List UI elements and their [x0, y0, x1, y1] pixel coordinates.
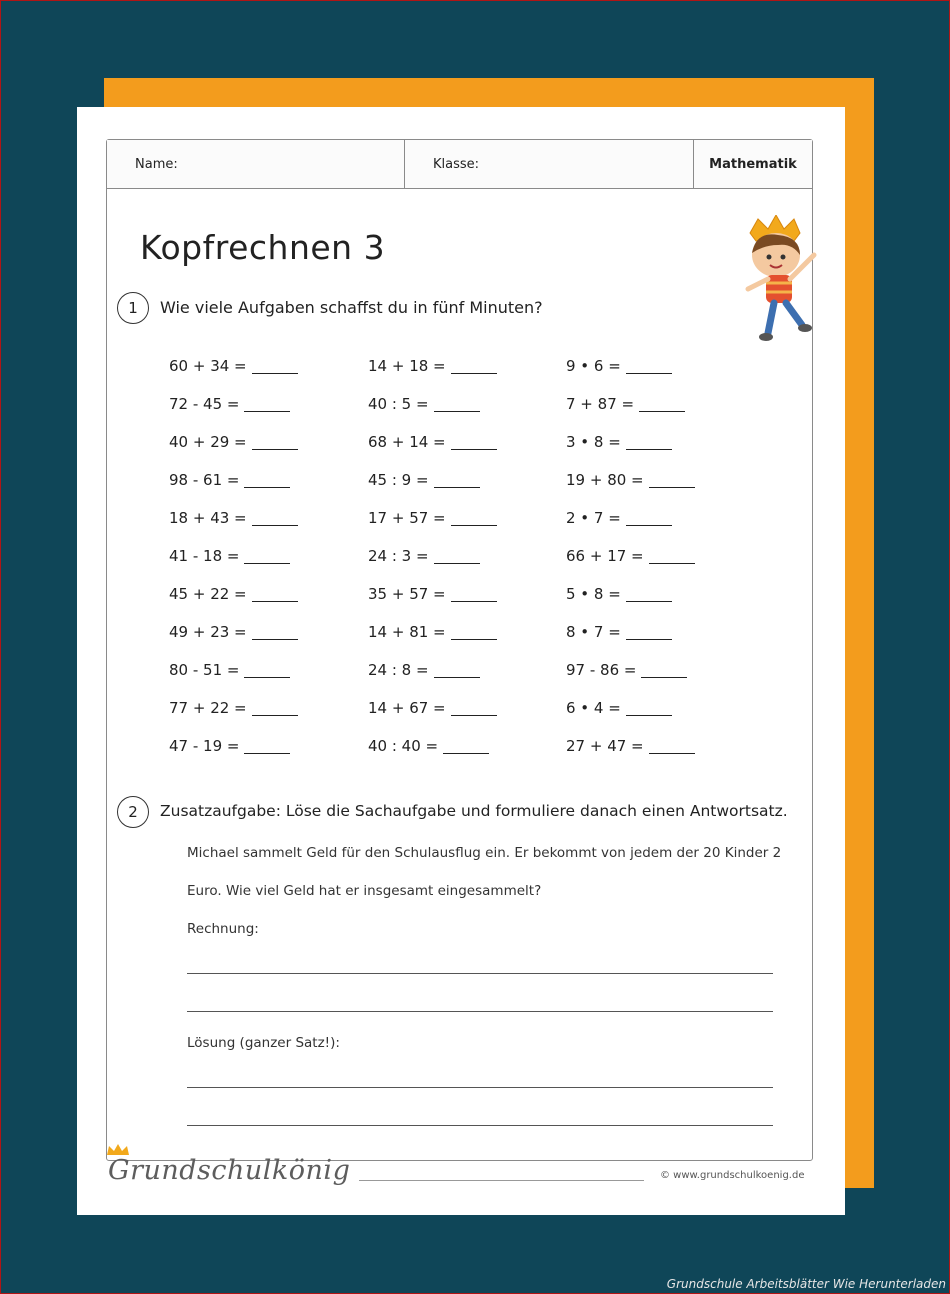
problem[interactable]: 9 • 6 = [566, 355, 672, 377]
answer-blank[interactable] [252, 715, 298, 716]
task-1-number: 1 [117, 292, 149, 324]
problem[interactable]: 17 + 57 = [368, 507, 497, 529]
answer-blank[interactable] [641, 677, 687, 678]
answer-blank[interactable] [252, 525, 298, 526]
answer-blank[interactable] [434, 563, 480, 564]
image-watermark: Grundschule Arbeitsblätter Wie Herunterladen [666, 1277, 946, 1291]
name-field[interactable] [107, 140, 405, 188]
calculation-label: Rechnung: [187, 921, 259, 937]
problem[interactable]: 60 + 34 = [169, 355, 298, 377]
class-label: Klasse: [433, 156, 480, 172]
problem[interactable]: 77 + 22 = [169, 697, 298, 719]
answer-blank[interactable] [434, 487, 480, 488]
problem[interactable]: 47 - 19 = [169, 735, 290, 757]
answer-blank[interactable] [451, 373, 497, 374]
answer-blank[interactable] [434, 677, 480, 678]
answer-blank[interactable] [451, 449, 497, 450]
problem[interactable]: 14 + 67 = [368, 697, 497, 719]
problem[interactable]: 41 - 18 = [169, 545, 290, 567]
problem[interactable]: 35 + 57 = [368, 583, 497, 605]
problem[interactable]: 3 • 8 = [566, 431, 672, 453]
problem[interactable]: 14 + 18 = [368, 355, 497, 377]
answer-blank[interactable] [434, 411, 480, 412]
problem[interactable]: 5 • 8 = [566, 583, 672, 605]
problem[interactable]: 45 + 22 = [169, 583, 298, 605]
calculation-line[interactable] [187, 973, 773, 974]
task-2-instruction: Zusatzaufgabe: Löse die Sachaufgabe und formuliere danach einen Antwortsatz. [160, 802, 788, 820]
answer-blank[interactable] [244, 411, 290, 412]
problem[interactable]: 40 : 5 = [368, 393, 480, 415]
problem[interactable]: 97 - 86 = [566, 659, 687, 681]
answer-blank[interactable] [244, 563, 290, 564]
name-label: Name: [135, 156, 178, 172]
problem[interactable]: 49 + 23 = [169, 621, 298, 643]
answer-blank[interactable] [649, 753, 695, 754]
answer-blank[interactable] [252, 601, 298, 602]
story-line-2: Euro. Wie viel Geld hat er insgesamt eingesammelt? [187, 883, 542, 899]
problem[interactable]: 98 - 61 = [169, 469, 290, 491]
answer-blank[interactable] [244, 677, 290, 678]
task-2-number: 2 [117, 796, 149, 828]
problem[interactable]: 6 • 4 = [566, 697, 672, 719]
problem[interactable]: 14 + 81 = [368, 621, 497, 643]
answer-blank[interactable] [252, 449, 298, 450]
answer-blank[interactable] [244, 753, 290, 754]
problem[interactable]: 66 + 17 = [566, 545, 695, 567]
problem[interactable]: 24 : 3 = [368, 545, 480, 567]
answer-blank[interactable] [626, 449, 672, 450]
answer-blank[interactable] [451, 639, 497, 640]
problem[interactable]: 40 + 29 = [169, 431, 298, 453]
answer-blank[interactable] [451, 715, 497, 716]
answer-blank[interactable] [649, 487, 695, 488]
answer-label: Lösung (ganzer Satz!): [187, 1035, 340, 1051]
problem[interactable]: 18 + 43 = [169, 507, 298, 529]
answer-blank[interactable] [626, 639, 672, 640]
answer-blank[interactable] [252, 639, 298, 640]
answer-blank[interactable] [252, 373, 298, 374]
problem[interactable]: 72 - 45 = [169, 393, 290, 415]
problem[interactable]: 45 : 9 = [368, 469, 480, 491]
worksheet-page [77, 107, 845, 1215]
problem[interactable]: 7 + 87 = [566, 393, 685, 415]
problem[interactable]: 80 - 51 = [169, 659, 290, 681]
problem[interactable]: 40 : 40 = [368, 735, 489, 757]
answer-blank[interactable] [451, 525, 497, 526]
answer-blank[interactable] [626, 601, 672, 602]
problem[interactable]: 2 • 7 = [566, 507, 672, 529]
footer-divider [359, 1180, 644, 1181]
answer-blank[interactable] [649, 563, 695, 564]
task-1-instruction: Wie viele Aufgaben schaffst du in fünf Minuten? [160, 298, 543, 317]
worksheet-title: Kopfrechnen 3 [140, 228, 386, 267]
mascot-illustration [742, 215, 822, 345]
answer-blank[interactable] [244, 487, 290, 488]
header-row [107, 140, 812, 189]
answer-blank[interactable] [626, 525, 672, 526]
answer-blank[interactable] [451, 601, 497, 602]
story-line-1: Michael sammelt Geld für den Schulausflug ein. Er bekommt von jedem der 20 Kinder 2 [187, 845, 782, 861]
answer-blank[interactable] [639, 411, 685, 412]
problem[interactable]: 24 : 8 = [368, 659, 480, 681]
calculation-line[interactable] [187, 1011, 773, 1012]
problem[interactable]: 68 + 14 = [368, 431, 497, 453]
problem[interactable]: 19 + 80 = [566, 469, 695, 491]
brand-logo: Grundschulkönig [108, 1155, 351, 1186]
answer-blank[interactable] [626, 715, 672, 716]
footer-url[interactable]: © www.grundschulkoenig.de [660, 1170, 805, 1181]
subject-label: Mathematik [709, 156, 797, 172]
problem[interactable]: 27 + 47 = [566, 735, 695, 757]
answer-blank[interactable] [626, 373, 672, 374]
problem[interactable]: 8 • 7 = [566, 621, 672, 643]
answer-line[interactable] [187, 1125, 773, 1126]
answer-blank[interactable] [443, 753, 489, 754]
worksheet-border [106, 139, 813, 1161]
answer-line[interactable] [187, 1087, 773, 1088]
class-field[interactable] [405, 140, 694, 188]
